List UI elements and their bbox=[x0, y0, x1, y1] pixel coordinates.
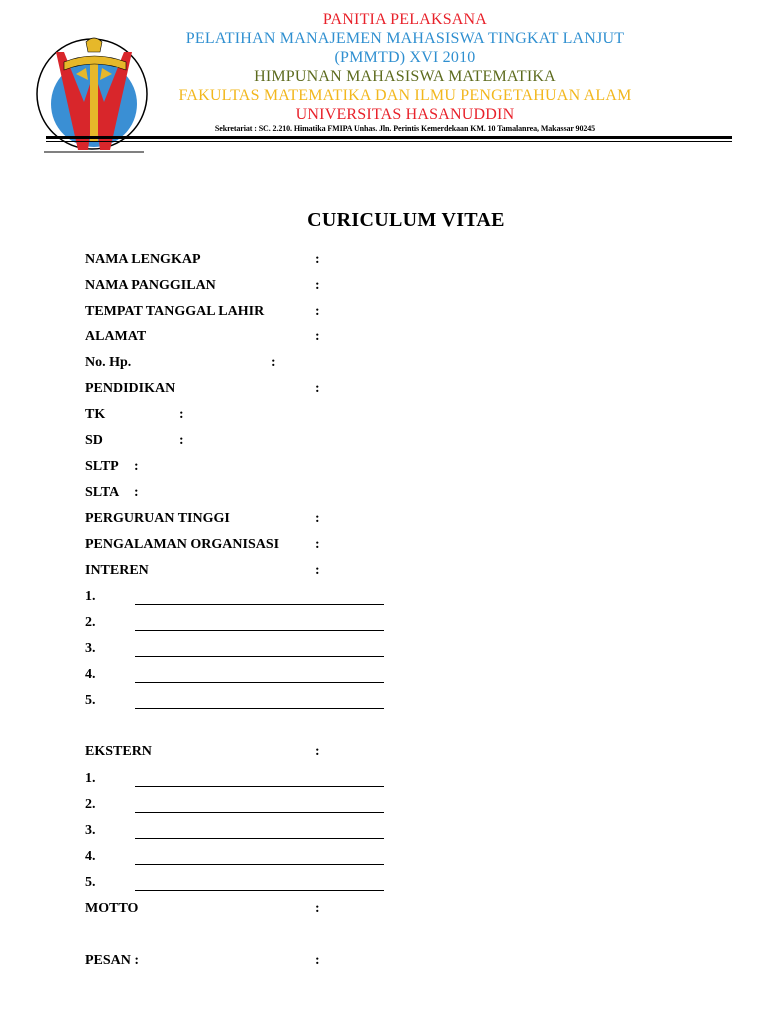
blank-line[interactable] bbox=[135, 682, 384, 683]
item-number: 3. bbox=[85, 823, 96, 838]
field-label: PENGALAMAN ORGANISASI bbox=[85, 537, 280, 552]
item-number: 3. bbox=[85, 641, 96, 656]
blank-line[interactable] bbox=[135, 708, 384, 709]
header-line: PANITIA PELAKSANA bbox=[322, 11, 488, 28]
blank-line[interactable] bbox=[135, 864, 384, 865]
item-number: 2. bbox=[85, 797, 96, 812]
field-colon: : bbox=[315, 901, 320, 916]
field-colon: : bbox=[179, 407, 184, 422]
field-label: TEMPAT TANGGAL LAHIR bbox=[85, 304, 265, 319]
header-line: (PMMTD) XVI 2010 bbox=[334, 49, 476, 66]
header-line: PELATIHAN MANAJEMEN MAHASISWA TINGKAT LANJUT bbox=[185, 30, 625, 47]
field-label: NAMA PANGGILAN bbox=[85, 278, 216, 293]
item-number: 2. bbox=[85, 615, 96, 630]
field-label: PENDIDIKAN bbox=[85, 381, 176, 396]
field-colon: : bbox=[315, 278, 320, 293]
field-label: EKSTERN bbox=[85, 744, 152, 759]
blank-line[interactable] bbox=[135, 604, 384, 605]
field-label: No. Hp. bbox=[85, 355, 132, 370]
document-title: CURICULUM VITAE bbox=[307, 209, 505, 231]
header-line: FAKULTAS MATEMATIKA DAN ILMU PENGETAHUAN ALAM bbox=[178, 87, 632, 104]
field-colon: : bbox=[315, 537, 320, 552]
letterhead bbox=[160, 10, 650, 124]
header-line: HIMPUNAN MAHASISWA MATEMATIKA bbox=[254, 68, 556, 85]
field-label: INTEREN bbox=[85, 563, 149, 578]
field-colon: : bbox=[315, 252, 320, 267]
item-number: 1. bbox=[85, 771, 96, 786]
item-number: 1. bbox=[85, 589, 96, 604]
header-divider-thin bbox=[46, 141, 732, 142]
field-colon: : bbox=[315, 329, 320, 344]
field-label: SLTA bbox=[85, 485, 120, 500]
blank-line[interactable] bbox=[135, 812, 384, 813]
secretariat-address: Sekretariat : SC. 2.210. Himatika FMIPA Unhas. Jln. Perintis Kemerdekaan KM. 10 Tamalanrea, Makassar 90245 bbox=[214, 124, 596, 133]
blank-line[interactable] bbox=[135, 630, 384, 631]
field-colon: : bbox=[179, 433, 184, 448]
blank-line[interactable] bbox=[135, 656, 384, 657]
field-colon: : bbox=[315, 953, 320, 968]
field-colon: : bbox=[271, 355, 276, 370]
item-number: 5. bbox=[85, 875, 96, 890]
field-colon: : bbox=[315, 744, 320, 759]
item-number: 4. bbox=[85, 849, 96, 864]
header-line: UNIVERSITAS HASANUDDIN bbox=[295, 106, 515, 123]
item-number: 4. bbox=[85, 667, 96, 682]
header-divider bbox=[46, 136, 732, 139]
blank-line[interactable] bbox=[135, 838, 384, 839]
field-label: NAMA LENGKAP bbox=[85, 252, 201, 267]
field-label: PESAN : bbox=[85, 953, 140, 968]
blank-line[interactable] bbox=[135, 890, 384, 891]
field-colon: : bbox=[315, 563, 320, 578]
field-colon: : bbox=[315, 511, 320, 526]
field-label: SLTP bbox=[85, 459, 119, 474]
field-colon: : bbox=[134, 485, 139, 500]
field-label: MOTTO bbox=[85, 901, 139, 916]
field-colon: : bbox=[315, 304, 320, 319]
field-label: PERGURUAN TINGGI bbox=[85, 511, 230, 526]
field-label: TK bbox=[85, 407, 106, 422]
item-number: 5. bbox=[85, 693, 96, 708]
blank-line[interactable] bbox=[135, 786, 384, 787]
field-colon: : bbox=[315, 381, 320, 396]
field-colon: : bbox=[134, 459, 139, 474]
field-label: SD bbox=[85, 433, 103, 448]
field-label: ALAMAT bbox=[85, 329, 147, 344]
